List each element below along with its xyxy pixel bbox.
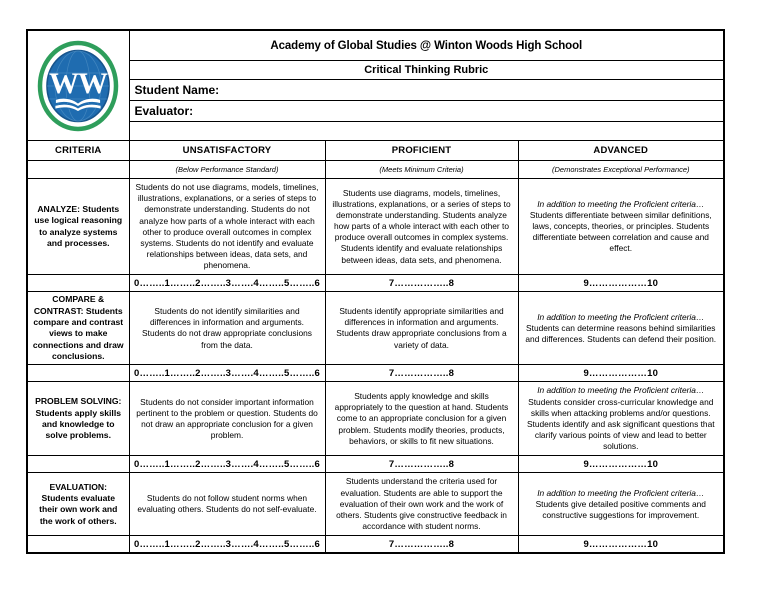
scale-criteria-blank [27, 365, 129, 382]
winton-woods-ww-seal-icon [36, 40, 120, 132]
descriptor-advanced [518, 292, 724, 365]
rubric-container [26, 29, 723, 554]
column-header-proficient: PROFICIENT [325, 141, 518, 161]
descriptor-proficient: Students use diagrams, models, timelines, illustrations, explanations, or a series of steps to demonstrate understanding. Students analyze how parts of a whole interact with each other to produce overall outcomes in complex systems. Students identify and evaluate relationships between ideas, data sets, and phenomena. [325, 179, 518, 275]
descriptor-advanced [518, 382, 724, 456]
scale-proficient[interactable]: 7……………..8 [325, 536, 518, 554]
advanced-lead-text: In addition to meeting the Proficient criteria… [537, 487, 705, 498]
descriptor-proficient: Students understand the criteria used for evaluation. Students are able to support the evaluation of their own work and the work of others. Students give constructive feedback in accordance with student norms. [325, 473, 518, 536]
header-spacer-cell [129, 122, 724, 141]
descriptor-proficient: Students identify appropriate similarities and differences in information and arguments. Students draw appropriate conclusions from a variety of data. [325, 292, 518, 365]
column-header-unsatisfactory: UNSATISFACTORY [129, 141, 325, 161]
column-header-advanced: ADVANCED [518, 141, 724, 161]
header-spacer-row [27, 122, 724, 141]
descriptor-unsatisfactory: Students do not follow student norms when evaluating others. Students do not self-evaluate. [129, 473, 325, 536]
scale-proficient[interactable]: 7……………..8 [325, 456, 518, 473]
descriptor-advanced [518, 179, 724, 275]
column-subheader-unsatisfactory: (Below Performance Standard) [129, 161, 325, 179]
table-row [27, 382, 724, 456]
score-scale-row[interactable] [27, 275, 724, 292]
student-name-field[interactable]: Student Name: [129, 80, 724, 101]
header-title-row [27, 30, 724, 61]
scale-advanced[interactable]: 9………………10 [518, 275, 724, 292]
scale-criteria-blank [27, 456, 129, 473]
advanced-lead-text: In addition to meeting the Proficient criteria… [537, 198, 705, 209]
column-header-criteria: CRITERIA [27, 141, 129, 161]
document-subtitle: Critical Thinking Rubric [129, 61, 724, 80]
svg-text:WW: WW [49, 66, 108, 100]
scale-proficient[interactable]: 7……………..8 [325, 275, 518, 292]
table-row [27, 473, 724, 536]
scale-unsatisfactory[interactable]: 0……..1……..2……..3…….4……..5……..6 [129, 275, 325, 292]
criteria-label: COMPARE & CONTRAST: Students compare and contrast views to make connections and draw conclusions. [27, 292, 129, 365]
descriptor-advanced [518, 473, 724, 536]
scale-advanced[interactable]: 9………………10 [518, 456, 724, 473]
student-name-row[interactable] [27, 80, 724, 101]
advanced-rest-text: Students can determine reasons behind similarities and differences. Students can defend their position. [525, 322, 717, 344]
descriptor-unsatisfactory: Students do not identify similarities and differences in information and arguments. Students do not draw appropriate conclusions from the data. [129, 292, 325, 365]
critical-thinking-rubric-table [26, 29, 725, 554]
scale-criteria-blank [27, 275, 129, 292]
advanced-lead-text: In addition to meeting the Proficient criteria… [537, 311, 705, 322]
advanced-rest-text: Students give detailed positive comments and constructive suggestions for improvement. [535, 498, 706, 520]
column-subheader-criteria [27, 161, 129, 179]
scale-proficient[interactable]: 7……………..8 [325, 365, 518, 382]
advanced-lead-text: In addition to meeting the Proficient criteria… [537, 385, 705, 396]
document-title: Academy of Global Studies @ Winton Woods High School [129, 30, 724, 61]
score-scale-row[interactable] [27, 536, 724, 554]
score-scale-row[interactable] [27, 456, 724, 473]
score-scale-row[interactable] [27, 365, 724, 382]
advanced-rest-text: Students differentiate between similar definitions, laws, concepts, theories, or principles. Students differentiate between correlation and cause and effect. [529, 209, 712, 254]
scale-advanced[interactable]: 9………………10 [518, 365, 724, 382]
school-logo-cell [27, 30, 129, 141]
scale-criteria-blank [27, 536, 129, 554]
table-row [27, 292, 724, 365]
scale-unsatisfactory[interactable]: 0……..1……..2……..3…….4……..5……..6 [129, 365, 325, 382]
evaluator-row[interactable] [27, 101, 724, 122]
criteria-label: PROBLEM SOLVING: Students apply skills and knowledge to solve problems. [27, 382, 129, 456]
evaluator-field[interactable]: Evaluator: [129, 101, 724, 122]
scale-unsatisfactory[interactable]: 0……..1……..2……..3…….4……..5……..6 [129, 536, 325, 554]
descriptor-proficient: Students apply knowledge and skills appropriately to the question at hand. Students come to an appropriate conclusion for a given problem. Students modify theories, products, behaviors, or skills to fit new situations. [325, 382, 518, 456]
criteria-label: EVALUATION: Students evaluate their own work and the work of others. [27, 473, 129, 536]
header-subtitle-row [27, 61, 724, 80]
column-subheader-row [27, 161, 724, 179]
advanced-rest-text: Students consider cross-curricular knowledge and skills when attacking problems and/or questions. Students identify and ask significant questions that clarify various points of view and lead to better solutions. [526, 396, 715, 452]
table-row [27, 179, 724, 275]
column-subheader-advanced: (Demonstrates Exceptional Performance) [518, 161, 724, 179]
column-header-row [27, 141, 724, 161]
column-subheader-proficient: (Meets Minimum Criteria) [325, 161, 518, 179]
scale-unsatisfactory[interactable]: 0……..1……..2……..3…….4……..5……..6 [129, 456, 325, 473]
criteria-label: ANALYZE: Students use logical reasoning to analyze systems and processes. [27, 179, 129, 275]
scale-advanced[interactable]: 9………………10 [518, 536, 724, 554]
descriptor-unsatisfactory: Students do not consider important information pertinent to the problem or question. Students do not draw an appropriate conclusion for a given problem. [129, 382, 325, 456]
descriptor-unsatisfactory: Students do not use diagrams, models, timelines, illustrations, explanations, or a series of steps to demonstrate understanding. Students do not analyze how parts of a whole interact with each other to produce overall outcomes in complex systems. Students do not identify and evaluate relationships between ideas, data sets, and phenomena. [129, 179, 325, 275]
